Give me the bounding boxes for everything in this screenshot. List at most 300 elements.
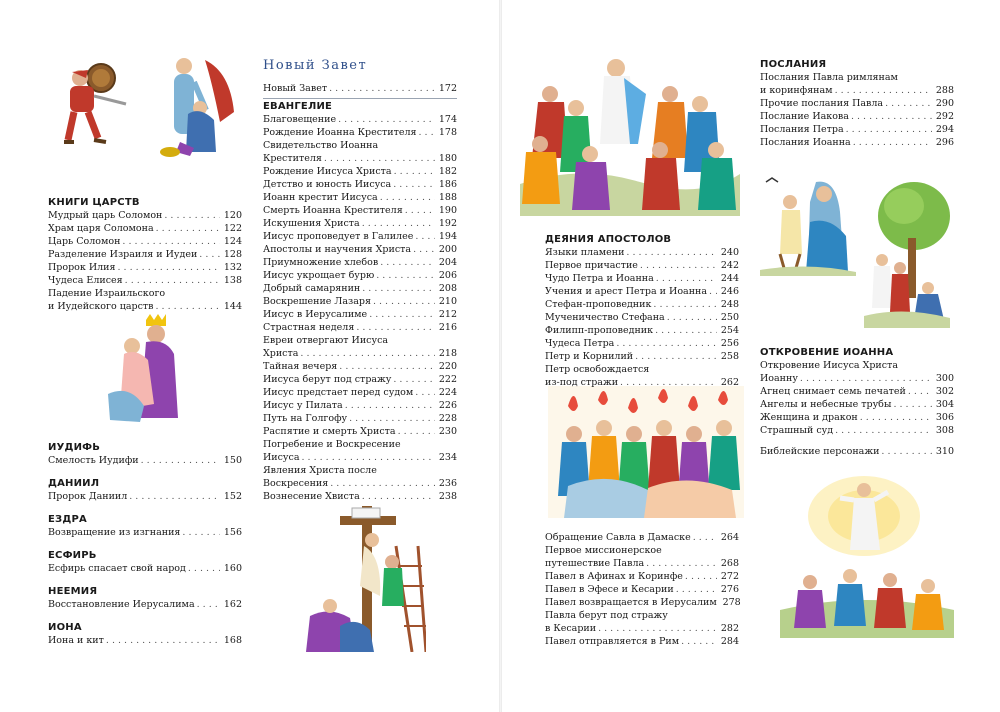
toc-entry[interactable] — [545, 583, 739, 596]
toc-entry-title: Тайная вечеря — [263, 361, 338, 372]
dot-leader — [380, 256, 435, 269]
dot-leader — [118, 261, 221, 274]
toc-entry-title: Воскресения — [263, 478, 329, 489]
toc-entry-title: Послания Петра — [760, 124, 844, 135]
toc-entry-title: Женщина и дракон — [760, 412, 858, 423]
dot-leader — [362, 282, 435, 295]
toc-page-number: 152 — [223, 491, 242, 502]
toc-entry-title: Послание Иакова — [760, 111, 849, 122]
toc-entry[interactable] — [760, 398, 954, 411]
toc-page-number: 276 — [720, 584, 739, 595]
dot-leader — [693, 531, 717, 544]
toc-entry[interactable] — [545, 324, 739, 337]
toc-page-number: 304 — [935, 399, 954, 410]
toc-entry[interactable] — [263, 477, 457, 490]
toc-entry-title: Возвращение из изгнания — [48, 527, 181, 538]
toc-entry[interactable] — [263, 295, 457, 308]
dot-leader — [709, 285, 717, 298]
toc-page-number: 282 — [720, 623, 739, 634]
section-heading: ИОНА — [48, 622, 82, 633]
toc-entry[interactable] — [263, 490, 457, 503]
toc-entry[interactable] — [545, 635, 739, 648]
toc-entry-line[interactable]: Петр освобождается — [545, 364, 650, 375]
toc-page-number: 302 — [935, 386, 954, 397]
toc-entry[interactable] — [263, 386, 457, 399]
section-heading: ДЕЯНИЯ АПОСТОЛОВ — [545, 234, 672, 245]
toc-entry[interactable] — [263, 373, 457, 386]
toc-entry-title: Есфирь спасает свой народ — [48, 563, 186, 574]
book-spine — [499, 0, 502, 712]
dot-leader — [885, 97, 932, 110]
toc-entry[interactable] — [760, 136, 954, 149]
toc-entry[interactable] — [545, 246, 739, 259]
toc-entry-title: Первое причастие — [545, 260, 638, 271]
tree-men-illustration — [864, 178, 950, 328]
toc-entry[interactable] — [48, 209, 242, 222]
toc-entry-title: и коринфянам — [760, 85, 833, 96]
toc-entry-title: Иоанн крестит Иисуса — [263, 192, 378, 203]
toc-entry[interactable] — [263, 178, 457, 191]
toc-entry-title: Смерть Иоанна Крестителя — [263, 205, 403, 216]
toc-entry[interactable] — [263, 217, 457, 230]
toc-section — [48, 513, 242, 539]
toc-page-number: 234 — [438, 452, 457, 463]
toc-page-number: 292 — [935, 111, 954, 122]
dot-leader — [362, 217, 435, 230]
dot-leader — [835, 84, 932, 97]
toc-entry-title: Языки пламени — [545, 247, 625, 258]
toc-entry[interactable] — [263, 204, 457, 217]
toc-page-number: 216 — [438, 322, 457, 333]
dot-leader — [300, 347, 435, 360]
toc-entry-title: Прочие послания Павла — [760, 98, 884, 109]
toc-page-number: 226 — [438, 400, 457, 411]
toc-page-number: 212 — [438, 309, 457, 320]
dot-leader — [640, 259, 717, 272]
toc-entry[interactable] — [263, 165, 457, 178]
toc-page-number: 172 — [438, 83, 457, 94]
toc-entry-title: Иисус проповедует в Галилее — [263, 231, 414, 242]
dot-leader — [376, 269, 435, 282]
toc-entry[interactable] — [760, 445, 954, 458]
toc-page-number: 208 — [438, 283, 457, 294]
toc-entry[interactable] — [263, 282, 457, 295]
toc-entry[interactable] — [760, 424, 954, 437]
toc-entry[interactable] — [48, 274, 242, 287]
toc-entry[interactable] — [263, 347, 457, 360]
toc-entry[interactable] — [263, 321, 457, 334]
toc-entry[interactable] — [545, 298, 739, 311]
toc-entry[interactable] — [48, 248, 242, 261]
toc-entry[interactable] — [760, 110, 954, 123]
dot-leader — [851, 110, 932, 123]
toc-section — [48, 621, 242, 647]
prophet-woman-illustration — [150, 52, 238, 162]
toc-entry-title: Павел возвращается в Иерусалим — [545, 597, 717, 608]
toc-entry[interactable] — [545, 311, 739, 324]
toc-column-4-lower — [760, 346, 954, 458]
toc-page-number: 138 — [223, 275, 242, 286]
dot-leader — [405, 204, 435, 217]
toc-entry-title: Благовещение — [263, 114, 337, 125]
toc-page-number: 246 — [720, 286, 739, 297]
section-heading: ЕВАНГЕЛИЕ — [263, 101, 333, 112]
dot-leader — [616, 337, 717, 350]
dot-leader — [667, 311, 717, 324]
dot-leader — [199, 248, 220, 261]
toc-page-number: 210 — [438, 296, 457, 307]
section-heading: НЕЕМИЯ — [48, 586, 98, 597]
toc-page-number: 160 — [223, 563, 242, 574]
toc-page-number: 192 — [438, 218, 457, 229]
toc-page-number: 256 — [720, 338, 739, 349]
dot-leader — [338, 113, 435, 126]
dot-leader — [393, 373, 435, 386]
toc-page-number: 300 — [935, 373, 954, 384]
toc-entry[interactable] — [545, 557, 739, 570]
toc-page-number: 218 — [438, 348, 457, 359]
dot-leader — [330, 477, 435, 490]
ascension-illustration — [780, 470, 954, 638]
dot-leader — [197, 598, 220, 611]
toc-page-number: 120 — [223, 210, 242, 221]
dot-leader — [860, 411, 932, 424]
dot-leader — [122, 235, 220, 248]
toc-entry[interactable] — [545, 259, 739, 272]
dot-leader — [156, 222, 220, 235]
toc-entry-title: Иисус предстает перед судом — [263, 387, 414, 398]
toc-entry-title: Пророк Илия — [48, 262, 116, 273]
toc-entry-title: Стефан-проповедник — [545, 299, 652, 310]
toc-page-number: 258 — [720, 351, 739, 362]
toc-page-number: 264 — [720, 532, 739, 543]
toc-entry-line[interactable]: Первое миссионерское — [545, 545, 662, 556]
toc-entry-title: Мученичество Стефана — [545, 312, 665, 323]
toc-entry[interactable] — [48, 300, 242, 313]
new-testament-title: Новый Завет — [263, 58, 368, 73]
toc-page-number: 240 — [720, 247, 739, 258]
toc-entry[interactable] — [760, 84, 954, 97]
toc-page-number: 238 — [438, 491, 457, 502]
dot-leader — [676, 583, 717, 596]
toc-entry-title: Храм царя Соломона — [48, 223, 154, 234]
dot-leader — [635, 350, 717, 363]
toc-page-number: 296 — [935, 137, 954, 148]
pentecost-illustration — [548, 386, 744, 518]
toc-entry-title: Павел в Эфесе и Кесарии — [545, 584, 674, 595]
toc-entry[interactable] — [545, 596, 739, 609]
toc-entry-title: Павел отправляется в Рим — [545, 636, 680, 647]
dot-leader — [685, 570, 717, 583]
toc-entry-title: Искушения Христа — [263, 218, 360, 229]
toc-entry[interactable] — [263, 451, 457, 464]
dot-leader — [800, 372, 932, 385]
toc-entry[interactable] — [545, 350, 739, 363]
toc-entry-title: Рождение Иисуса Христа — [263, 166, 392, 177]
toc-entry[interactable] — [545, 570, 739, 583]
dot-leader — [415, 386, 435, 399]
toc-entry[interactable] — [48, 261, 242, 274]
toc-page-number: 186 — [438, 179, 457, 190]
toc-entry-line[interactable]: Послания Павла римлянам — [760, 72, 898, 83]
toc-entry-line[interactable]: Падение Израильского — [48, 288, 166, 299]
dot-leader — [345, 399, 435, 412]
dot-leader — [380, 191, 435, 204]
toc-entry[interactable] — [48, 634, 242, 647]
toc-entry[interactable] — [760, 411, 954, 424]
toc-entry-title: Новый Завет — [263, 83, 328, 94]
toc-entry[interactable] — [263, 230, 457, 243]
toc-entry-title: Воскрешение Лазаря — [263, 296, 371, 307]
toc-page-number: 308 — [935, 425, 954, 436]
toc-entry[interactable] — [263, 113, 457, 126]
dot-leader — [646, 557, 717, 570]
toc-page-number: 254 — [720, 325, 739, 336]
toc-page-number: 310 — [935, 446, 954, 457]
toc-entry[interactable] — [48, 598, 242, 611]
toc-column-4 — [760, 58, 954, 149]
dot-leader — [373, 295, 435, 308]
toc-column-1 — [48, 196, 242, 657]
toc-page-number: 200 — [438, 244, 457, 255]
toc-page-number: 156 — [223, 527, 242, 538]
toc-section — [48, 585, 242, 611]
toc-page-number: 244 — [720, 273, 739, 284]
toc-entry[interactable] — [263, 425, 457, 438]
toc-entry-title: Детство и юность Иисуса — [263, 179, 392, 190]
dot-leader — [893, 398, 932, 411]
toc-entry-title: Иона и кит — [48, 635, 104, 646]
toc-entry[interactable] — [48, 490, 242, 503]
toc-column-2 — [263, 58, 457, 503]
toc-page-number: 194 — [438, 231, 457, 242]
toc-page-number: 294 — [935, 124, 954, 135]
dot-leader — [141, 454, 220, 467]
toc-entry[interactable] — [48, 454, 242, 467]
toc-entry-title: Агнец снимает семь печатей — [760, 386, 906, 397]
toc-entry-title: Путь на Голгофу — [263, 413, 348, 424]
toc-entry[interactable] — [545, 531, 739, 544]
toc-entry-title: Смелость Иудифи — [48, 455, 139, 466]
toc-page-number: 268 — [720, 558, 739, 569]
section-heading: ДАНИИЛ — [48, 478, 100, 489]
toc-entry-title: Иисус в Иерусалиме — [263, 309, 368, 320]
toc-entry-title: путешествие Павла — [545, 558, 645, 569]
toc-entry-title: Ангелы и небесные трубы — [760, 399, 892, 410]
dot-leader — [302, 451, 435, 464]
toc-entry[interactable] — [263, 256, 457, 269]
dot-leader — [362, 490, 435, 503]
toc-entry[interactable] — [545, 376, 739, 389]
dot-leader — [182, 526, 220, 539]
toc-page-number: 190 — [438, 205, 457, 216]
toc-page-number: 204 — [438, 257, 457, 268]
toc-page-number: 132 — [223, 262, 242, 273]
toc-column-3-lower — [545, 531, 739, 648]
toc-entry[interactable] — [48, 222, 242, 235]
toc-entry-title: Христа — [263, 348, 299, 359]
toc-entry[interactable] — [263, 399, 457, 412]
toc-entry-title: Вознесение Хвиста — [263, 491, 360, 502]
toc-entry-title: Филипп-проповедник — [545, 325, 654, 336]
toc-entry-line[interactable]: Явления Христа после — [263, 465, 377, 476]
toc-entry[interactable] — [48, 235, 242, 248]
toc-entry-title: Страстная неделя — [263, 322, 355, 333]
toc-entry-title: из-под стражи — [545, 377, 619, 388]
toc-entry-line[interactable]: Свидетельство Иоанна — [263, 140, 379, 151]
toc-entry-title: Разделение Израиля и Иудеи — [48, 249, 198, 260]
dot-leader — [626, 246, 717, 259]
section-heading: ИУДИФЬ — [48, 442, 101, 453]
toc-entry-title: Мудрый царь Соломон — [48, 210, 163, 221]
dot-leader — [881, 445, 932, 458]
toc-entry[interactable] — [760, 123, 954, 136]
toc-entry-title: Приумножение хлебов — [263, 257, 379, 268]
toc-page-number: 188 — [438, 192, 457, 203]
toc-entry[interactable] — [48, 562, 242, 575]
toc-entry[interactable] — [263, 126, 457, 139]
dot-leader — [125, 274, 220, 287]
dot-leader — [398, 425, 435, 438]
dot-leader — [329, 82, 435, 95]
dot-leader — [598, 622, 717, 635]
toc-page-number: 220 — [438, 361, 457, 372]
toc-page-number: 248 — [720, 299, 739, 310]
toc-entry[interactable] — [263, 152, 457, 165]
toc-entry-title: Иисус укрощает бурю — [263, 270, 375, 281]
toc-page-number: 288 — [935, 85, 954, 96]
toc-entry[interactable] — [760, 385, 954, 398]
toc-entry-title: Учения и арест Петра и Иоанна — [545, 286, 708, 297]
toc-entry[interactable] — [263, 308, 457, 321]
toc-page-number: 206 — [438, 270, 457, 281]
toc-entry-title: Чудо Петра и Иоанна — [545, 273, 654, 284]
toc-page-number: 144 — [223, 301, 242, 312]
crowd-jesus-illustration — [520, 54, 740, 216]
toc-page-number: 236 — [438, 478, 457, 489]
toc-page-number: 168 — [223, 635, 242, 646]
toc-page-number: 242 — [720, 260, 739, 271]
mother-child-illustration — [760, 172, 856, 276]
dot-leader — [413, 243, 435, 256]
dot-leader — [324, 152, 435, 165]
toc-page-number: 150 — [223, 455, 242, 466]
toc-section — [48, 441, 242, 467]
toc-entry-line[interactable]: Погребение и Воскресение — [263, 439, 401, 450]
toc-page-number: 306 — [935, 412, 954, 423]
toc-entry-line[interactable]: Откровение Иисуса Христа — [760, 360, 899, 371]
toc-section — [48, 477, 242, 503]
toc-entry-title: Чудеса Петра — [545, 338, 615, 349]
toc-entry-title: Крестителя — [263, 153, 322, 164]
toc-entry[interactable] — [263, 412, 457, 425]
toc-page-number: 262 — [720, 377, 739, 388]
dot-leader — [846, 123, 932, 136]
dot-leader — [415, 230, 435, 243]
dot-leader — [129, 490, 220, 503]
dot-leader — [419, 126, 435, 139]
toc-entry[interactable] — [48, 526, 242, 539]
toc-page-number: 272 — [720, 571, 739, 582]
toc-page-number: 124 — [223, 236, 242, 247]
toc-entry[interactable] — [263, 82, 457, 95]
dot-leader — [106, 634, 220, 647]
toc-entry[interactable] — [263, 269, 457, 282]
toc-entry-line[interactable]: Евреи отвергают Иисуса — [263, 335, 389, 346]
toc-entry-title: Апостолы и научения Христа — [263, 244, 412, 255]
toc-entry-line[interactable]: Павла берут под стражу — [545, 610, 668, 621]
toc-entry[interactable] — [760, 372, 954, 385]
dot-leader — [655, 324, 717, 337]
toc-entry-title: Иисуса — [263, 452, 300, 463]
dot-leader — [349, 412, 435, 425]
toc-entry[interactable] — [263, 243, 457, 256]
section-heading: ОТКРОВЕНИЕ ИОАННА — [760, 347, 894, 358]
toc-entry[interactable] — [545, 622, 739, 635]
toc-column-3 — [545, 233, 739, 389]
dot-leader — [656, 272, 717, 285]
section-heading: ПОСЛАНИЯ — [760, 59, 827, 70]
divider — [263, 98, 457, 99]
toc-entry[interactable] — [263, 360, 457, 373]
toc-section — [48, 549, 242, 575]
toc-entry-title: Павел в Афинах и Коринфе — [545, 571, 683, 582]
toc-entry[interactable] — [263, 191, 457, 204]
toc-entry-title: Распятие и смерть Христа — [263, 426, 396, 437]
dot-leader — [188, 562, 220, 575]
dot-leader — [164, 209, 220, 222]
toc-entry-title: и Иудейского царств — [48, 301, 154, 312]
dot-leader — [356, 321, 435, 334]
dot-leader — [156, 300, 220, 313]
toc-page-number: 230 — [438, 426, 457, 437]
dot-leader — [394, 165, 435, 178]
toc-entry-title: Иисуса берут под стражу — [263, 374, 392, 385]
toc-page-number: 222 — [438, 374, 457, 385]
toc-page-number: 250 — [720, 312, 739, 323]
section-heading: ЕЗДРА — [48, 514, 87, 525]
dot-leader — [620, 376, 717, 389]
warrior-illustration — [46, 56, 136, 152]
toc-entry[interactable] — [760, 97, 954, 110]
toc-entry-title: Восстановление Иерусалима — [48, 599, 195, 610]
toc-entry-title: Обращение Савла в Дамаске — [545, 532, 691, 543]
toc-page-number: 228 — [438, 413, 457, 424]
toc-page-number: 278 — [722, 597, 741, 608]
toc-page-number: 128 — [223, 249, 242, 260]
toc-entry-title: Послания Иоанна — [760, 137, 851, 148]
toc-entry[interactable] — [545, 285, 739, 298]
dot-leader — [369, 308, 435, 321]
toc-entry-title: Иисус у Пилата — [263, 400, 343, 411]
toc-entry-title: в Кесарии — [545, 623, 597, 634]
toc-entry[interactable] — [545, 272, 739, 285]
toc-entry-title: Царь Соломон — [48, 236, 121, 247]
toc-entry-title: Страшный суд — [760, 425, 834, 436]
dot-leader — [681, 635, 717, 648]
toc-entry-title: Библейские персонажи — [760, 446, 880, 457]
dot-leader — [653, 298, 717, 311]
toc-entry[interactable] — [545, 337, 739, 350]
dot-leader — [853, 136, 932, 149]
crucifixion-illustration — [300, 506, 426, 652]
dot-leader — [835, 424, 932, 437]
section-heading: ЕСФИРЬ — [48, 550, 97, 561]
toc-page-number: 182 — [438, 166, 457, 177]
toc-page-number: 180 — [438, 153, 457, 164]
dot-leader — [393, 178, 435, 191]
toc-entry-title: Петр и Корнилий — [545, 351, 634, 362]
